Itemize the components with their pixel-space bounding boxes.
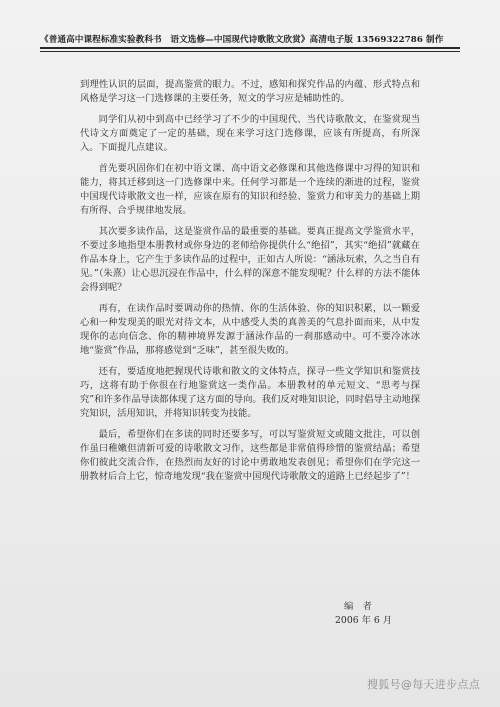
preface-body <box>80 78 420 491</box>
signature-date: 2006 年 6 月 <box>335 615 393 626</box>
paragraph-third: 再有，在读作品时要调动你的热情、你的生活体验、你的知识积累，以一颗爱心和一种发现美的眼光对待文本，从中感受人类的真善美的气息扑面而来，从中发现你的志向信念、你的精神境界发源于涵泳作品的一刹那感动中。可不要冷冰冰地“鉴赏”作品，那将感觉到“乏味”，甚至很失败的。 <box>80 303 420 356</box>
paragraph-last: 最后，希望你们在多读的同时还要多写，可以写鉴赏短文或随文批注，可以创作虽曰稚嫩但清新可爱的诗歌散文习作，这些都是非常值得珍惜的鉴赏结晶；希望你们彼此交流合作，在热烈而友好的讨论中勇敢地发表创见；希望你们在学完这一册教材后合上它，惊奇地发现“我在鉴赏中国现代诗歌散文的道路上已经起步了”！ <box>80 429 420 482</box>
header-rule-thick <box>40 47 460 49</box>
watermark: 搜狐号@每天进步点点 <box>367 678 480 691</box>
signature-author: 编 者 <box>344 601 372 612</box>
page-header: 《普通高中课程标准实验教科书 语文选修—中国现代诗歌散文欣赏》高清电子版 13569322786 制作 <box>40 35 444 45</box>
paragraph-fourth: 还有，要适度地把握现代诗歌和散文的文体特点，探寻一些文学知识和鉴赏技巧，这将有助于你很在行地鉴赏这一类作品。本册教材的单元短文、“思考与探究”和许多作品导读都体现了这方面的导向。我们反对唯知识论，同时倡导主动地探究知识，活用知识，并将知识转变为技能。 <box>80 366 420 419</box>
paragraph-second: 其次要多读作品，这是鉴赏作品的最重要的基础。要真正提高文学鉴赏水平，不要过多地指望本册教材或你身边的老师给你提供什么“绝招”，其实“绝招”就藏在作品本身上，它产生于多读作品的过程中，正如古人所说：“涵泳玩索，久之当自有见。”（朱熹）让心思沉浸在作品中，什么样的深意不能发现呢？什么样的方法不能体会得到呢？ <box>80 226 420 293</box>
paragraph-continuation: 到理性认识的层面，提高鉴赏的眼力。不过，感知和探究作品的内蕴、形式特点和风格是学习这一门选修课的主要任务，短文的学习应是辅助性的。 <box>80 79 420 104</box>
paragraph-first: 首先要巩固你们在初中语文课、高中语文必修课和其他选修课中习得的知识和能力，将其迁移到这一门选修课中来。任何学习都是一个连续的渐进的过程，鉴赏中国现代诗歌散文也一样，应该在原有的知识和经验、鉴赏力和审美力的基础上期有所得、合乎规律地发展。 <box>80 163 420 216</box>
paragraph-intro: 同学们从初中到高中已经学习了不少的中国现代、当代诗歌散文，在鉴赏现当代诗文方面奠定了一定的基础，现在来学习这门选修课，应该有所提高，有所深入。下面提几点建议。 <box>80 114 420 153</box>
header-rule-thin <box>40 51 460 52</box>
